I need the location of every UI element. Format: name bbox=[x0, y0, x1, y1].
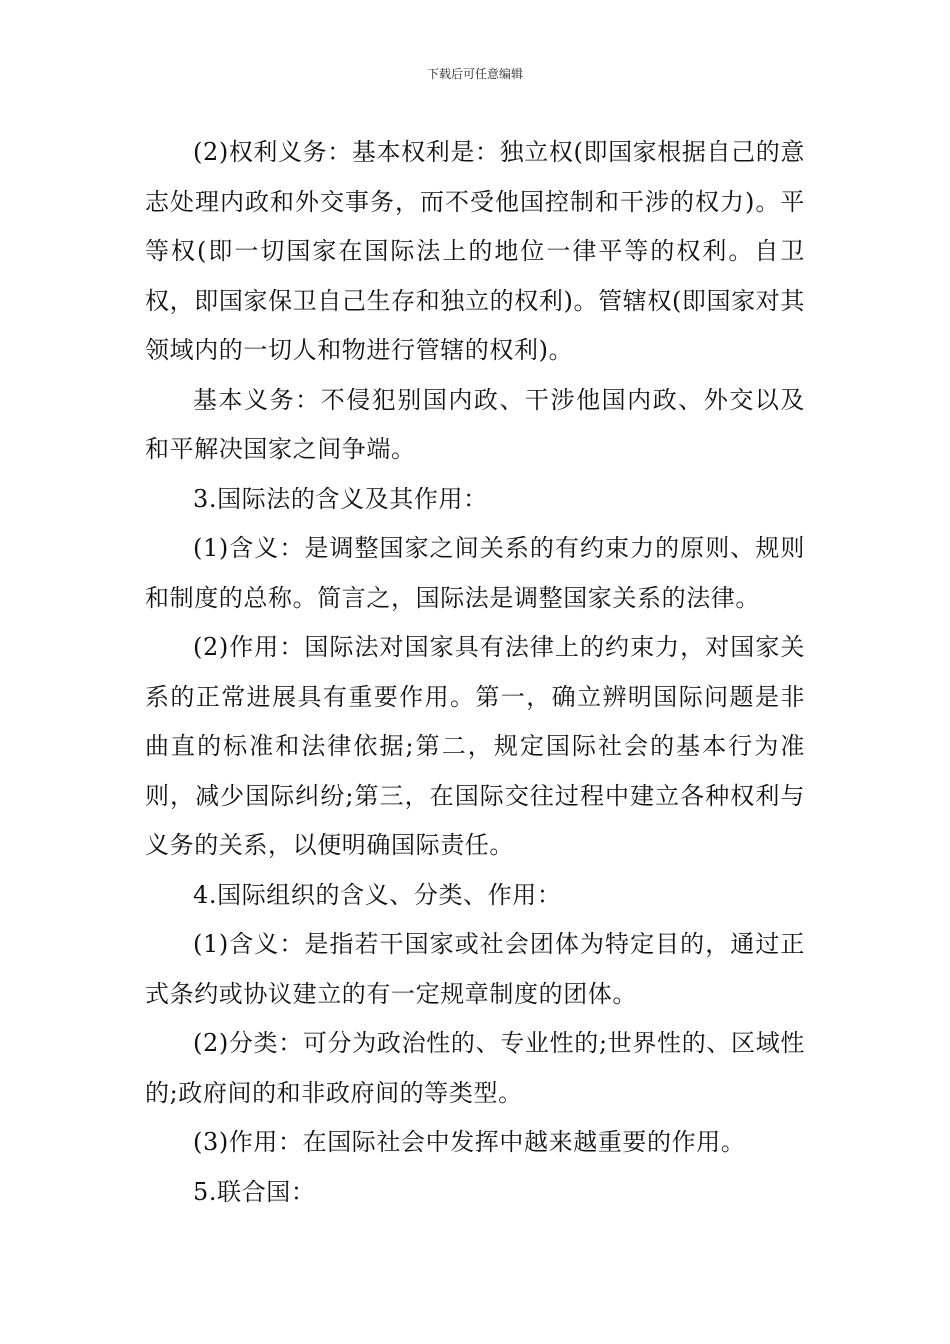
paragraph-org-role: (3)作用：在国际社会中发挥中越来越重要的作用。 bbox=[193, 1128, 746, 1156]
section-heading-intl-organizations: 4.国际组织的含义、分类、作用： bbox=[193, 880, 562, 909]
paragraph-org-classification: (2)分类：可分为政治性的、专业性的;世界性的、区域性的;政府间的和非政府间的等类型。 bbox=[145, 1029, 805, 1107]
paragraph-intl-law-meaning: (1)含义：是调整国家之间关系的有约束力的原则、规则和制度的总称。简言之，国际法是调整国家关系的法律。 bbox=[145, 534, 805, 612]
paragraph-org-meaning: (1)含义：是指若干国家或社会团体为特定目的，通过正式条约或协议建立的有一定规章制度的团体。 bbox=[145, 930, 805, 1008]
section-heading-united-nations: 5.联合国： bbox=[193, 1177, 316, 1206]
paragraph-intl-law-role: (2)作用：国际法对国家具有法律上的约束力，对国家关系的正常进展具有重要作用。第一，确立辨明国际问题是非曲直的标准和法律依据;第二，规定国际社会的基本行为准则，减少国际纠纷;第三，在国际交往过程中建立各种权利与义务的关系，以便明确国际责任。 bbox=[145, 633, 805, 859]
document-body bbox=[145, 128, 805, 1217]
page-header: 下载后可任意编辑 bbox=[426, 67, 523, 81]
paragraph-basic-duties: 基本义务：不侵犯别国内政、干涉他国内政、外交以及和平解决国家之间争端。 bbox=[145, 385, 805, 463]
section-heading-international-law: 3.国际法的含义及其作用： bbox=[193, 484, 488, 513]
paragraph-rights-duties: (2)权利义务：基本权利是：独立权(即国家根据自己的意志处理内政和外交事务，而不受他国控制和干涉的权力)。平等权(即一切国家在国际法上的地位一律平等的权利。自卫权，即国家保卫自己生存和独立的权利)。管辖权(即国家对其领域内的一切人和物进行管辖的权利)。 bbox=[145, 138, 805, 364]
